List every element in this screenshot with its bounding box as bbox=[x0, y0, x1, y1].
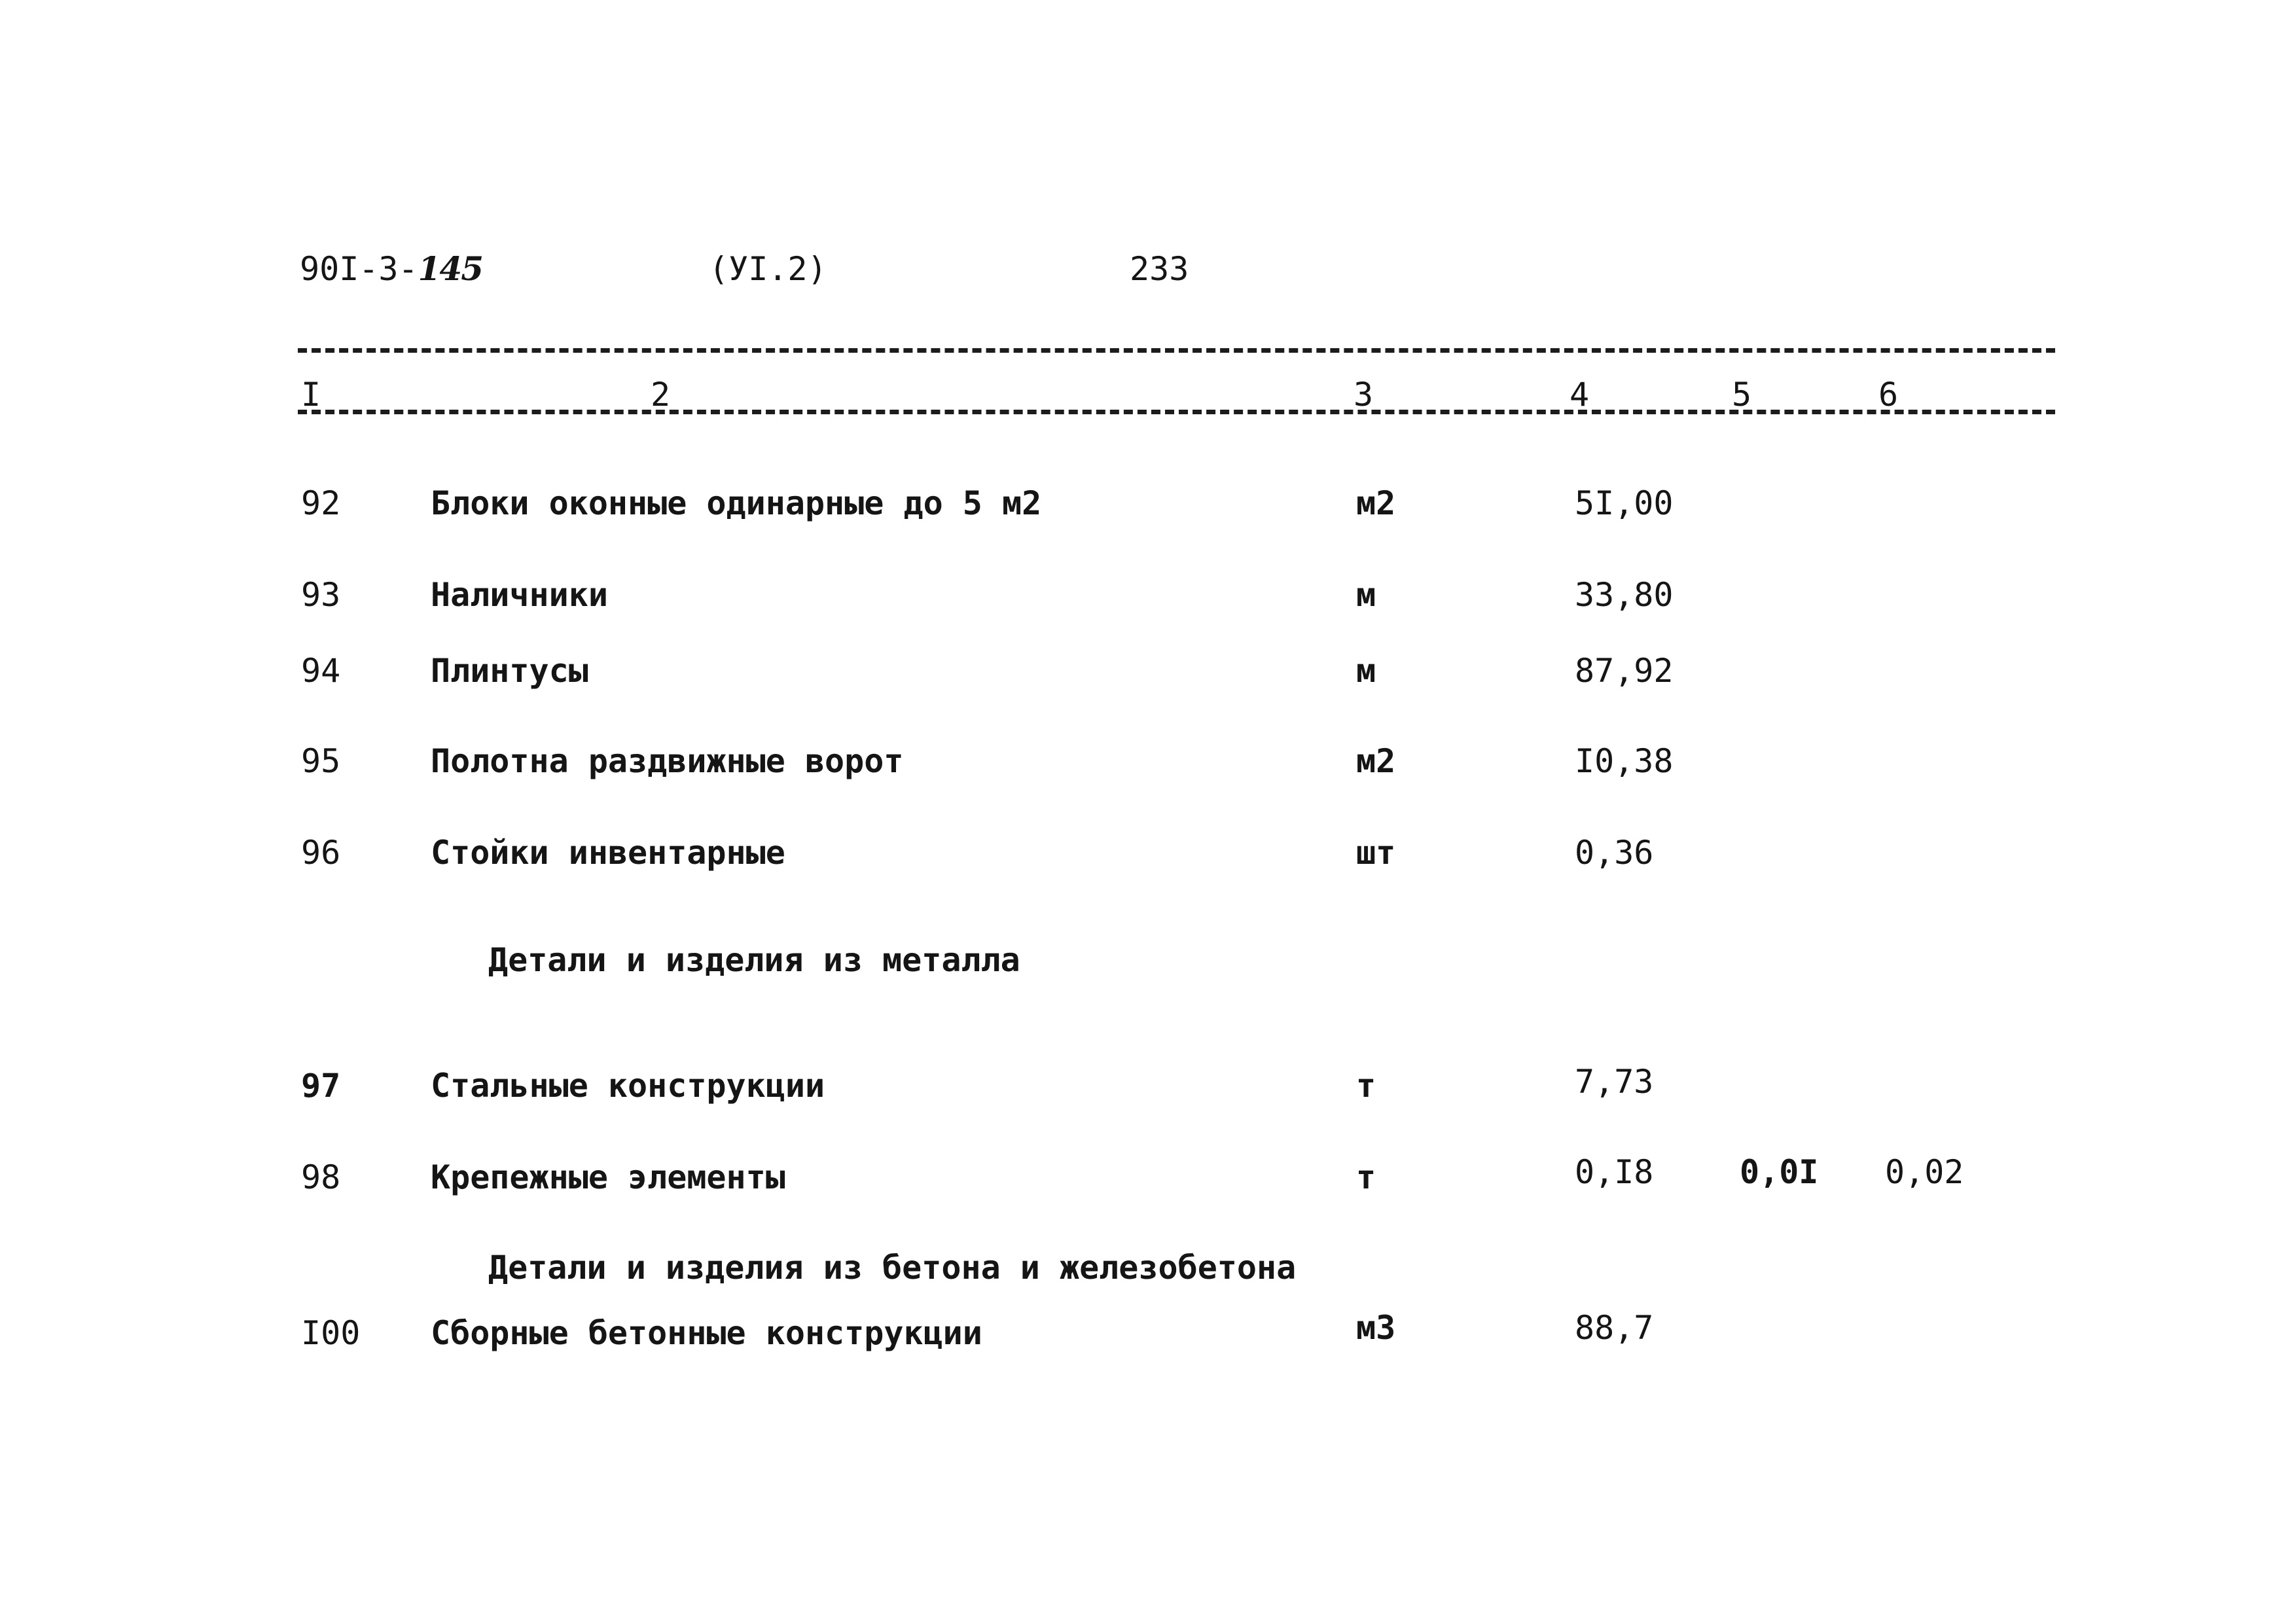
row-name: Стойки инвентарные bbox=[431, 834, 785, 872]
row-quantity: 87,92 bbox=[1575, 652, 1674, 690]
row-code: 95 bbox=[301, 742, 341, 780]
row-unit: м3 bbox=[1356, 1309, 1396, 1347]
column-number-4: 4 bbox=[1570, 376, 1590, 414]
row-unit: м bbox=[1356, 652, 1376, 690]
section-reference: (УI.2) bbox=[709, 250, 827, 288]
row-name: Блоки оконные одинарные до 5 м2 bbox=[431, 484, 1042, 522]
header-top-rule bbox=[298, 348, 2055, 353]
row-code: 97 bbox=[301, 1067, 341, 1105]
row-name: Полотна раздвижные ворот bbox=[431, 742, 904, 780]
row-quantity: 0,I8 bbox=[1575, 1153, 1654, 1191]
row-column-5-value: 0,0I bbox=[1740, 1153, 1819, 1191]
row-quantity: 5I,00 bbox=[1575, 484, 1674, 522]
row-quantity: 88,7 bbox=[1575, 1309, 1654, 1347]
row-unit: м bbox=[1356, 576, 1376, 614]
row-quantity: 7,73 bbox=[1575, 1063, 1654, 1101]
column-number-2: 2 bbox=[651, 376, 671, 414]
row-unit: м2 bbox=[1356, 484, 1396, 522]
section-heading-concrete: Детали и изделия из бетона и железобетона bbox=[488, 1249, 1297, 1287]
row-code: 98 bbox=[301, 1158, 341, 1196]
row-name: Сборные бетонные конструкции bbox=[431, 1314, 982, 1352]
row-quantity: 33,80 bbox=[1575, 576, 1674, 614]
document-code-prefix: 90I-3- bbox=[300, 250, 418, 288]
row-quantity: 0,36 bbox=[1575, 834, 1654, 872]
row-unit: т bbox=[1356, 1067, 1376, 1105]
column-number-6: 6 bbox=[1878, 376, 1899, 414]
row-unit: м2 bbox=[1356, 742, 1396, 780]
row-code: 92 bbox=[301, 484, 341, 522]
row-code: 94 bbox=[301, 652, 341, 690]
row-column-6-value: 0,02 bbox=[1885, 1153, 1964, 1191]
row-unit: т bbox=[1356, 1158, 1376, 1196]
row-quantity: I0,38 bbox=[1575, 742, 1674, 780]
header-bottom-rule bbox=[298, 410, 2055, 414]
column-number-5: 5 bbox=[1732, 376, 1752, 414]
row-code: I00 bbox=[301, 1314, 361, 1352]
row-name: Плинтусы bbox=[431, 652, 588, 690]
row-name: Наличники bbox=[431, 576, 608, 614]
row-name: Стальные конструкции bbox=[431, 1067, 825, 1105]
column-number-1: I bbox=[301, 376, 321, 414]
row-code: 93 bbox=[301, 576, 341, 614]
handwritten-code: 145 bbox=[418, 249, 482, 288]
row-code: 96 bbox=[301, 834, 341, 872]
row-name: Крепежные элементы bbox=[431, 1158, 785, 1196]
row-unit: шт bbox=[1356, 834, 1396, 872]
document-code bbox=[300, 249, 482, 288]
column-number-3: 3 bbox=[1354, 376, 1374, 414]
page-number: 233 bbox=[1130, 250, 1189, 288]
section-heading-metal: Детали и изделия из металла bbox=[488, 941, 1020, 979]
